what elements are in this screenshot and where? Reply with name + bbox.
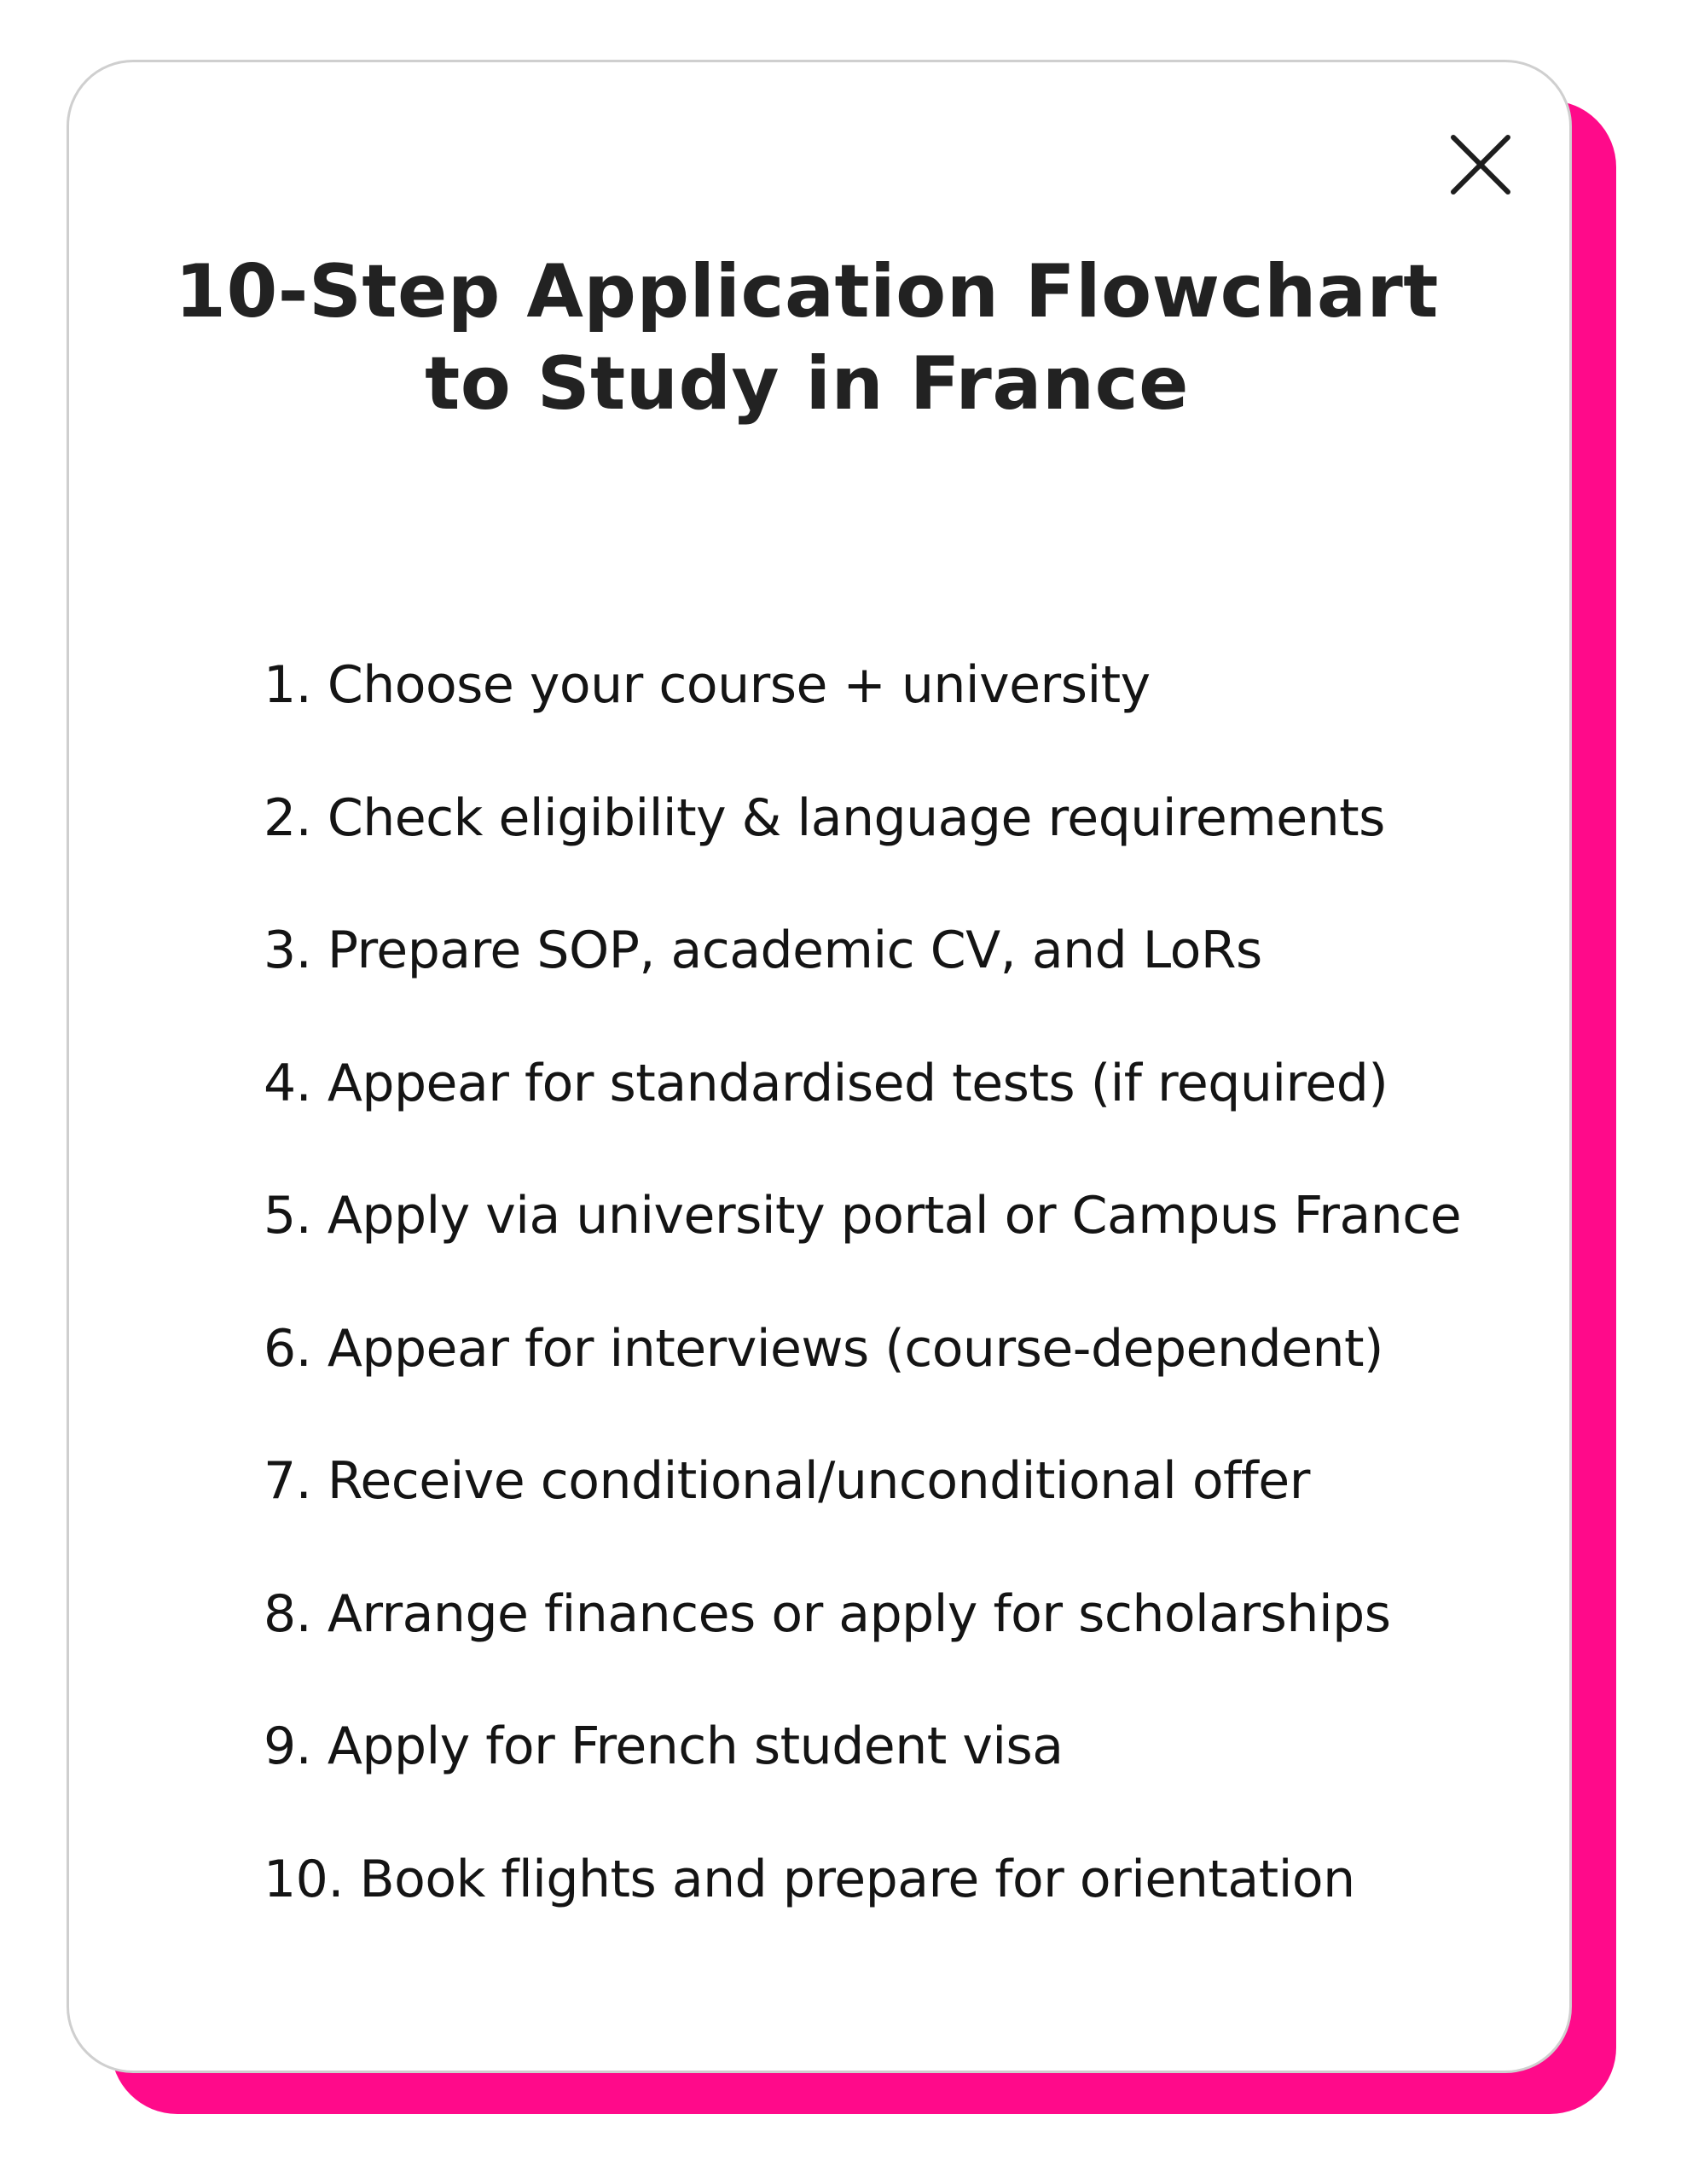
step-item-4: 4. Appear for standardised tests (if required) — [264, 1053, 1388, 1113]
step-item-6: 6. Appear for interviews (course-dependent) — [264, 1318, 1383, 1379]
close-icon — [1438, 122, 1523, 207]
step-item-5: 5. Apply via university portal or Campus France — [264, 1186, 1462, 1246]
steps-list — [264, 651, 1461, 1978]
step-item-1: 1. Choose your course + university — [264, 655, 1151, 715]
step-item-7: 7. Receive conditional/unconditional offer — [264, 1451, 1310, 1511]
step-item-3: 3. Prepare SOP, academic CV, and LoRs — [264, 921, 1262, 980]
dialog-card — [67, 60, 1572, 2073]
dialog-title-line-2: to Study in France — [425, 341, 1189, 427]
step-item-2: 2. Check eligibility & language requirements — [264, 787, 1385, 848]
step-item-9: 9. Apply for French student visa — [264, 1716, 1064, 1776]
dialog-title-line-1: 10-Step Application Flowchart — [175, 249, 1439, 334]
dialog-title — [69, 246, 1545, 430]
step-item-10: 10. Book flights and prepare for orientation — [264, 1849, 1355, 1909]
close-button[interactable] — [1438, 122, 1523, 207]
step-item-8: 8. Arrange finances or apply for scholarships — [264, 1583, 1391, 1644]
